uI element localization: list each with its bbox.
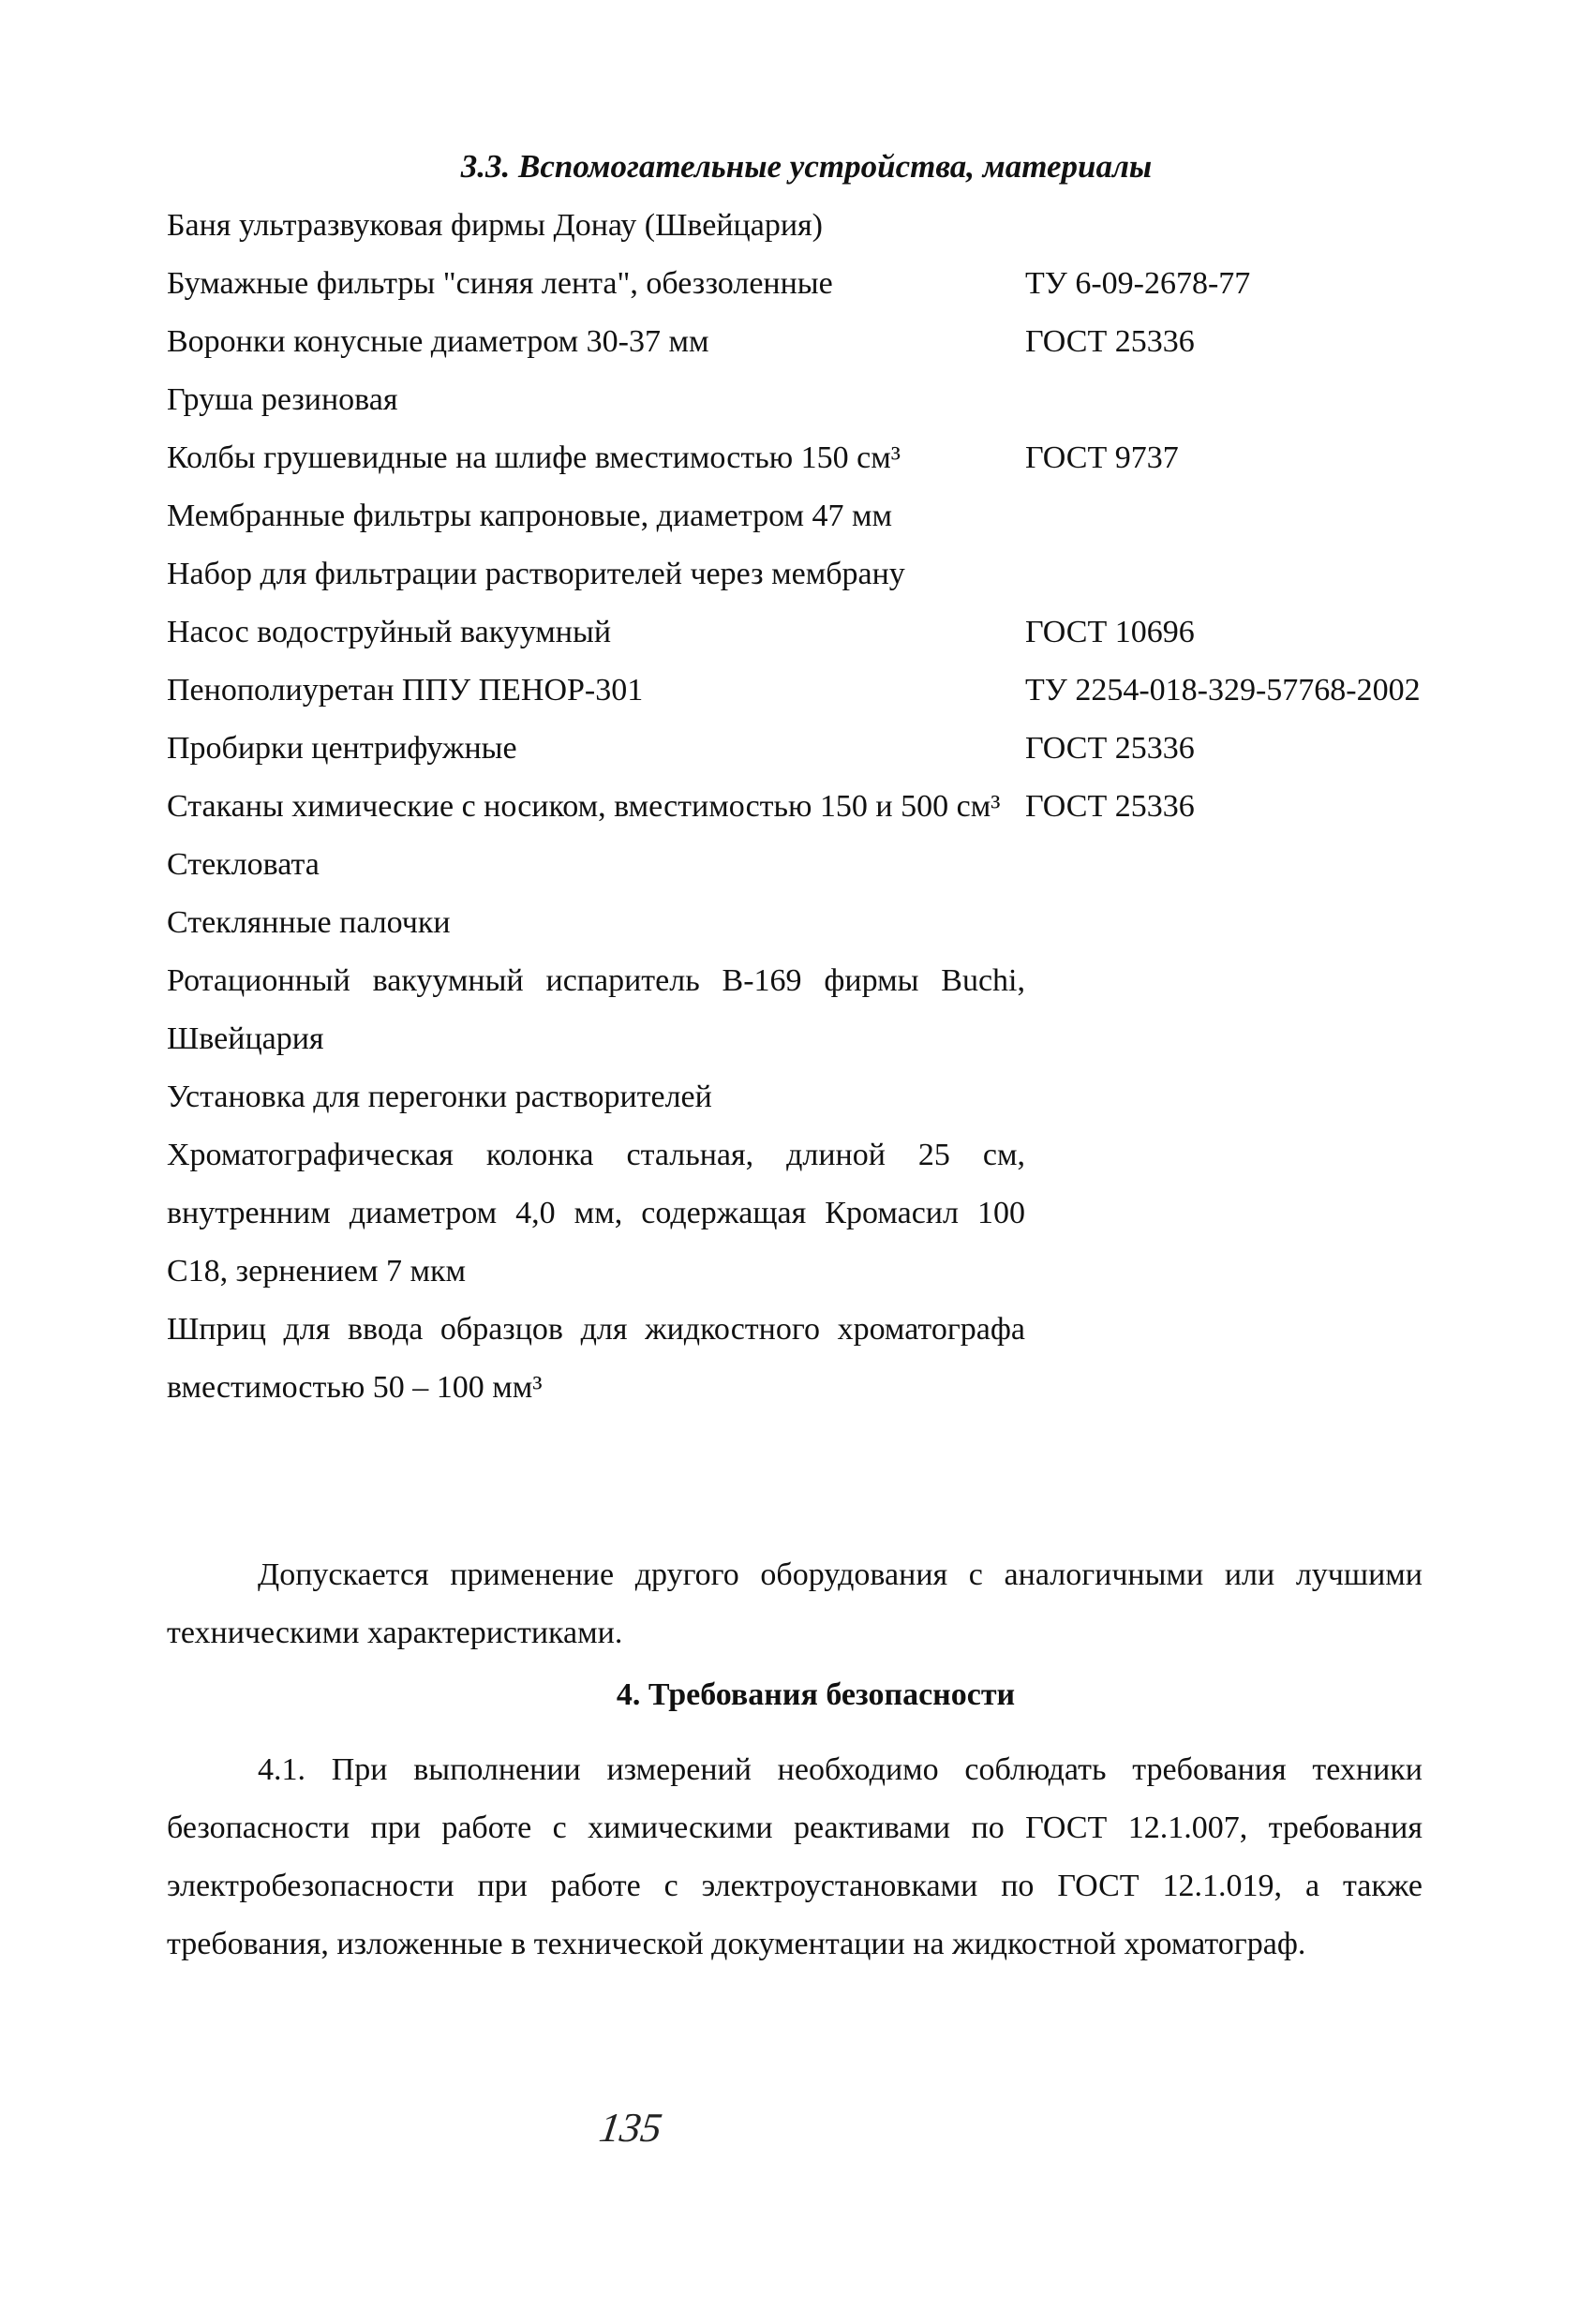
item-name: Стекловата: [167, 847, 320, 882]
list-item: [167, 952, 1423, 1068]
item-name: Бумажные фильтры "синяя лента", обеззоленные: [167, 266, 833, 301]
item-name: Установка для перегонки растворителей: [167, 1080, 712, 1114]
item-standard: ГОСТ 25336: [1025, 324, 1195, 359]
item-standard: ТУ 6-09-2678-77: [1025, 266, 1251, 301]
item-name: Воронки конусные диаметром 30-37 мм: [167, 324, 709, 359]
list-item: [167, 313, 1423, 371]
item-name: Шприц для ввода образцов для жидкостного хроматографа вместимостью 50 – 100 мм³: [167, 1312, 1025, 1405]
list-item: [167, 662, 1423, 720]
item-name: Набор для фильтрации растворителей через мембрану: [167, 557, 905, 591]
item-standard: ГОСТ 25336: [1025, 789, 1195, 824]
list-item: [167, 255, 1423, 313]
item-name: Пенополиуретан ППУ ПЕНОР-301: [167, 673, 644, 708]
list-item: [167, 1126, 1423, 1301]
item-name: Груша резиновая: [167, 382, 398, 417]
list-item: [167, 894, 1423, 952]
section-title: 3.3. Вспомогательные устройства, материалы: [460, 148, 1153, 185]
item-name: Ротационный вакуумный испаритель В-169 фирмы Buchi, Швейцария: [167, 963, 1025, 1056]
item-standard: ТУ 2254-018-329-57768-2002: [1025, 673, 1421, 708]
list-item: [167, 1068, 1423, 1126]
list-item: [167, 778, 1423, 836]
item-standard: ГОСТ 25336: [1025, 731, 1195, 766]
item-name: Стаканы химические с носиком, вместимостью 150 и 500 см³: [167, 789, 1001, 824]
list-item: [167, 836, 1423, 894]
list-item: [167, 1301, 1423, 1417]
item-name: Пробирки центрифужные: [167, 731, 517, 766]
list-item: [167, 487, 1423, 545]
item-name: Стеклянные палочки: [167, 905, 451, 940]
item-name: Насос водоструйный вакуумный: [167, 615, 612, 649]
item-name: Колбы грушевидные на шлифе вместимостью 150 см³: [167, 440, 901, 475]
item-name: Баня ультразвуковая фирмы Донау (Швейцария): [167, 208, 823, 243]
item-name: Мембранные фильтры капроновые, диаметром 47 мм: [167, 499, 893, 533]
list-item: [167, 371, 1423, 429]
section4-title: 4. Требования безопасности: [616, 1677, 1016, 1712]
list-item: [167, 197, 1423, 255]
allowance-paragraph: Допускается применение другого оборудования с аналогичными или лучшими техническими характеристиками.: [167, 1557, 1423, 1650]
list-item: [167, 545, 1423, 603]
safety-paragraph: 4.1. При выполнении измерений необходимо соблюдать требования техники безопасности при работе с химическими реактивами по ГОСТ 12.1.007, требования электробезопасности при работе с электроустановками по ГОСТ 12.1.019, а также требования, изложенные в технической документации на жидкостной хроматограф.: [167, 1752, 1423, 1961]
page-number: 135: [596, 2105, 665, 2151]
equipment-list: [167, 197, 1423, 1417]
list-item: [167, 720, 1423, 778]
list-item: [167, 429, 1423, 487]
item-name: Хроматографическая колонка стальная, длиной 25 см, внутренним диаметром 4,0 мм, содержащая Кромасил 100 С18, зернением 7 мкм: [167, 1138, 1025, 1289]
item-standard: ГОСТ 9737: [1025, 440, 1179, 475]
item-standard: ГОСТ 10696: [1025, 615, 1195, 649]
list-item: [167, 603, 1423, 662]
